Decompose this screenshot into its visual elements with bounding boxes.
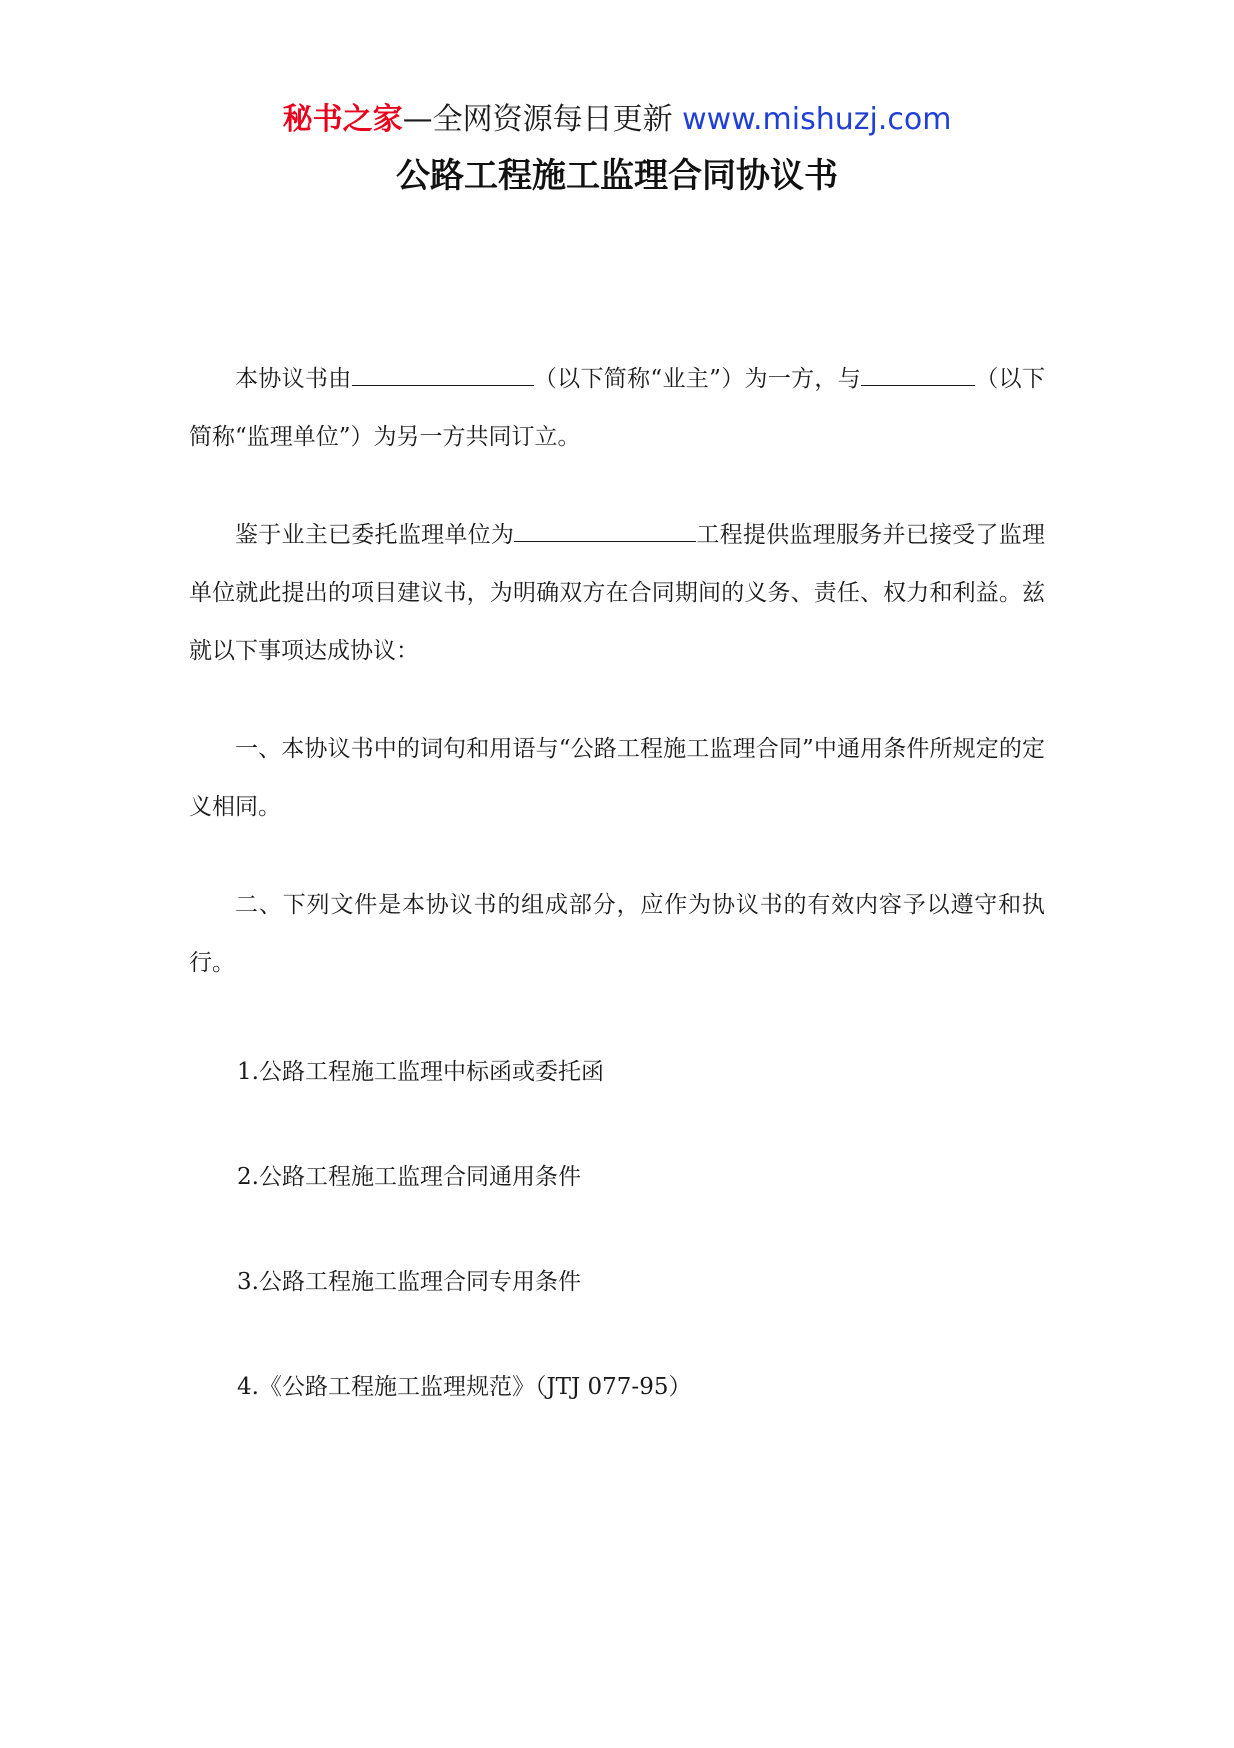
p2-text-b: 工程提供监理服务并已接受了监理单位就此提出的项目建议书，为明确双方在合同期间的义务、责任、权力和利益。兹就以下事项达成协议： bbox=[189, 522, 1046, 664]
brand-name: 秘书之家 bbox=[282, 102, 403, 137]
site-header bbox=[0, 100, 1234, 140]
p2-text-a: 鉴于业主已委托监理单位为 bbox=[235, 522, 515, 548]
paragraph-recital bbox=[189, 506, 1045, 680]
list-item: 2.公路工程施工监理合同通用条件 bbox=[237, 1164, 581, 1190]
clause-1-text: 一、本协议书中的词句和用语与“公路工程施工监理合同”中通用条件所规定的定义相同。 bbox=[189, 736, 1045, 820]
paragraph-parties bbox=[189, 350, 1045, 466]
owner-blank bbox=[352, 361, 534, 386]
paragraph-clause-1 bbox=[189, 720, 1045, 836]
p1-text-a: 本协议书由 bbox=[235, 366, 352, 392]
p1-text-c: （以下简称“监理单位”）为另一方共同订立。 bbox=[189, 366, 1045, 450]
list-item: 1.公路工程施工监理中标函或委托函 bbox=[237, 1059, 604, 1085]
paragraph-clause-2 bbox=[189, 876, 1045, 992]
header-tagline: —全网资源每日更新 bbox=[402, 102, 673, 137]
project-blank bbox=[514, 517, 696, 542]
supervisor-blank bbox=[861, 361, 975, 386]
clause-2-text: 二、下列文件是本协议书的组成部分，应作为协议书的有效内容予以遵守和执行。 bbox=[189, 892, 1045, 976]
document-title: 公路工程施工监理合同协议书 bbox=[396, 156, 838, 196]
list-item: 4.《公路工程施工监理规范》（JTJ 077-95） bbox=[237, 1374, 692, 1400]
site-url-link[interactable]: www.mishuzj.com bbox=[682, 102, 952, 137]
list-item: 3.公路工程施工监理合同专用条件 bbox=[237, 1269, 581, 1295]
p1-text-b: （以下简称“业主”）为一方，与 bbox=[533, 366, 862, 392]
